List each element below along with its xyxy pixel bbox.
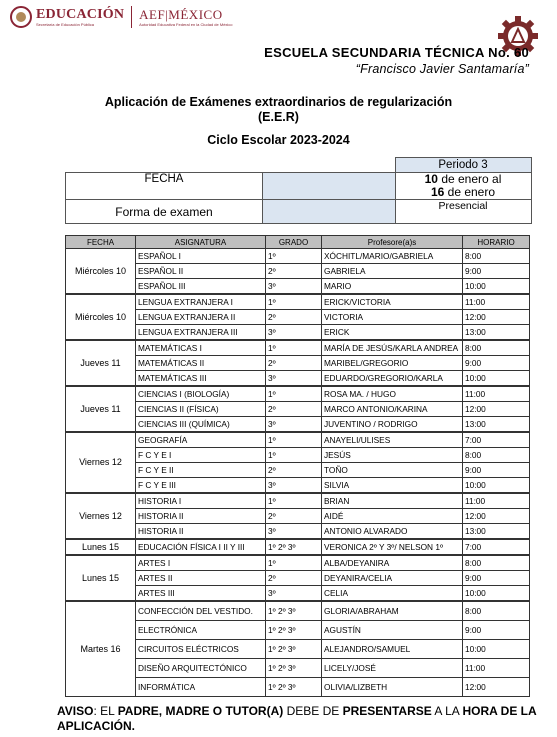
notice-text-6: HORA DE LA APLICACIÓN. <box>57 704 537 733</box>
time-cell: 13:00 <box>463 417 530 433</box>
date-end-day: 16 <box>430 185 445 199</box>
time-cell: 9:00 <box>463 571 530 586</box>
teachers-cell: LICELY/JOSÉ <box>322 659 463 678</box>
subject-cell: ESPAÑOL III <box>136 279 266 295</box>
school-name: ESCUELA SECUNDARIA TÉCNICA No. 60 <box>264 45 529 60</box>
teachers-cell: GLORIA/ABRAHAM <box>322 601 463 621</box>
table-row <box>66 325 530 341</box>
time-cell: 9:00 <box>463 463 530 478</box>
teachers-cell: MARIO <box>322 279 463 295</box>
teachers-cell: ANTONIO ALVARADO <box>322 524 463 540</box>
time-cell: 11:00 <box>463 659 530 678</box>
subject-cell: CIENCIAS II (FÍSICA) <box>136 402 266 417</box>
logo-aef <box>139 8 232 27</box>
subject-cell: CIENCIAS I (BIOLOGÍA) <box>136 386 266 402</box>
subject-cell: F C Y E III <box>136 478 266 494</box>
teachers-cell: TOÑO <box>322 463 463 478</box>
subject-cell: ARTES I <box>136 555 266 571</box>
subject-cell: LENGUA EXTRANJERA I <box>136 294 266 310</box>
time-cell: 12:00 <box>463 310 530 325</box>
grade-cell: 3º <box>266 586 322 602</box>
subject-cell: LENGUA EXTRANJERA II <box>136 310 266 325</box>
subject-cell: MATEMÁTICAS I <box>136 340 266 356</box>
time-cell: 10:00 <box>463 279 530 295</box>
table-row <box>66 402 530 417</box>
teachers-cell: XÓCHITL/MARIO/GABRIELA <box>322 249 463 264</box>
teachers-cell: SILVIA <box>322 478 463 494</box>
grade-cell: 2º <box>266 402 322 417</box>
forma-label: Forma de examen <box>66 200 263 224</box>
logo-educacion <box>36 8 124 27</box>
time-cell: 10:00 <box>463 478 530 494</box>
subject-cell: MATEMÁTICAS III <box>136 371 266 387</box>
grade-cell: 1º <box>266 249 322 264</box>
teachers-cell: MARÍA DE JESÚS/KARLA ANDREA <box>322 340 463 356</box>
grade-cell: 1º <box>266 448 322 463</box>
fecha-cell: Viernes 12 <box>66 493 136 539</box>
notice-text-1: : EL <box>93 704 118 718</box>
subject-cell: ESPAÑOL II <box>136 264 266 279</box>
fecha-label: FECHA <box>66 173 263 200</box>
grade-cell: 3º <box>266 524 322 540</box>
col-header-grado: GRADO <box>266 236 322 249</box>
grade-cell: 3º <box>266 417 322 433</box>
grade-cell: 1º <box>266 294 322 310</box>
fecha-cell: Miércoles 10 <box>66 249 136 295</box>
teachers-cell: CELIA <box>322 586 463 602</box>
grade-cell: 3º <box>266 478 322 494</box>
grade-cell: 1º 2º 3º <box>266 621 322 640</box>
fecha-cell: Martes 16 <box>66 601 136 697</box>
table-row <box>66 264 530 279</box>
grade-cell: 2º <box>266 356 322 371</box>
notice <box>57 704 537 734</box>
grade-cell: 2º <box>266 310 322 325</box>
school-cycle: Ciclo Escolar 2023-2024 <box>207 133 350 147</box>
date-end: de enero <box>444 185 496 199</box>
table-row <box>66 509 530 524</box>
table-row <box>66 432 530 448</box>
date-start-day: 10 <box>424 172 438 186</box>
teachers-cell: AGUSTÍN <box>322 621 463 640</box>
teachers-cell: ERICK/VICTORIA <box>322 294 463 310</box>
notice-text-5: A LA <box>431 704 463 718</box>
subject-cell: HISTORIA II <box>136 509 266 524</box>
header-logos <box>10 6 233 28</box>
time-cell: 13:00 <box>463 325 530 341</box>
fecha-cell: Jueves 11 <box>66 386 136 432</box>
date-mid: de enero al <box>437 172 502 186</box>
fecha-cell: Jueves 11 <box>66 340 136 386</box>
sep-seal-icon <box>10 6 32 28</box>
doc-title-abbr: (E.E.R) <box>258 110 299 124</box>
table-row <box>66 294 530 310</box>
subject-cell: ELECTRÓNICA <box>136 621 266 640</box>
table-row <box>66 371 530 387</box>
time-cell: 12:00 <box>463 509 530 524</box>
time-cell: 8:00 <box>463 601 530 621</box>
notice-text-4: PRESENTARSE <box>342 704 432 718</box>
teachers-cell: EDUARDO/GREGORIO/KARLA <box>322 371 463 387</box>
notice-text-3: DEBE DE <box>283 704 343 718</box>
logo-aef-sub: Autoridad Educativa Federal en la Ciudad de México <box>139 21 233 27</box>
table-row <box>66 340 530 356</box>
grade-cell: 1º 2º 3º <box>266 659 322 678</box>
subject-cell: CIRCUITOS ELÉCTRICOS <box>136 640 266 659</box>
time-cell: 9:00 <box>463 621 530 640</box>
subject-cell: DISEÑO ARQUITECTÓNICO <box>136 659 266 678</box>
teachers-cell: ERICK <box>322 325 463 341</box>
table-row <box>66 659 530 678</box>
subject-cell: ESPAÑOL I <box>136 249 266 264</box>
teachers-cell: ALBA/DEYANIRA <box>322 555 463 571</box>
col-header-fecha: FECHA <box>66 236 136 249</box>
time-cell: 11:00 <box>463 386 530 402</box>
time-cell: 7:00 <box>463 539 530 555</box>
table-row <box>66 249 530 264</box>
time-cell: 13:00 <box>463 524 530 540</box>
grade-cell: 2º <box>266 463 322 478</box>
time-cell: 12:00 <box>463 402 530 417</box>
fecha-cell: Lunes 15 <box>66 555 136 601</box>
logo-divider <box>131 6 132 28</box>
table-row <box>66 586 530 602</box>
subject-cell: ARTES II <box>136 571 266 586</box>
grade-cell: 1º 2º 3º <box>266 640 322 659</box>
grade-cell: 2º <box>266 509 322 524</box>
fecha-cell: Viernes 12 <box>66 432 136 493</box>
logo-educacion-sub: Secretaría de Educación Pública <box>36 21 95 27</box>
table-row <box>66 678 530 697</box>
forma-value: Presencial <box>395 200 531 224</box>
time-cell: 9:00 <box>463 356 530 371</box>
grade-cell: 2º <box>266 571 322 586</box>
subject-cell: EDUCACIÓN FÍSICA I II Y III <box>136 539 266 555</box>
subject-cell: CIENCIAS III (QUÍMICA) <box>136 417 266 433</box>
teachers-cell: MARCO ANTONIO/KARINA <box>322 402 463 417</box>
teachers-cell: JUVENTINO / RODRIGO <box>322 417 463 433</box>
time-cell: 11:00 <box>463 493 530 509</box>
teachers-cell: ALEJANDRO/SAMUEL <box>322 640 463 659</box>
table-row <box>66 356 530 371</box>
subject-cell: CONFECCIÓN DEL VESTIDO. <box>136 601 266 621</box>
grade-cell: 2º <box>266 264 322 279</box>
table-row <box>66 539 530 555</box>
time-cell: 11:00 <box>463 294 530 310</box>
table-row <box>66 448 530 463</box>
notice-label: AVISO <box>57 704 94 718</box>
table-row <box>66 493 530 509</box>
teachers-cell: VICTORIA <box>322 310 463 325</box>
grade-cell: 1º <box>266 555 322 571</box>
table-row <box>66 417 530 433</box>
school-subtitle: “Francisco Javier Santamaría” <box>355 62 529 76</box>
teachers-cell: JESÚS <box>322 448 463 463</box>
table-row <box>66 310 530 325</box>
teachers-cell: GABRIELA <box>322 264 463 279</box>
forma-blank-cell <box>263 200 396 224</box>
table-row <box>66 621 530 640</box>
teachers-cell: VERONICA 2º Y 3º/ NELSON 1º <box>322 539 463 555</box>
teachers-cell: BRIAN <box>322 493 463 509</box>
schedule-table <box>65 235 530 697</box>
subject-cell: INFORMÁTICA <box>136 678 266 697</box>
grade-cell: 1º <box>266 340 322 356</box>
col-header-profesores: Profesore(a)s <box>322 236 463 249</box>
logo-educacion-text: EDUCACIÓN <box>36 6 125 22</box>
table-row <box>66 463 530 478</box>
fecha-blank-cell <box>263 173 396 200</box>
subject-cell: F C Y E I <box>136 448 266 463</box>
time-cell: 8:00 <box>463 448 530 463</box>
subject-cell: GEOGRAFÍA <box>136 432 266 448</box>
grade-cell: 3º <box>266 279 322 295</box>
table-row <box>66 571 530 586</box>
table-row <box>66 386 530 402</box>
period-label: Periodo 3 <box>395 158 531 173</box>
time-cell: 10:00 <box>463 371 530 387</box>
grade-cell: 3º <box>266 371 322 387</box>
table-row <box>66 601 530 621</box>
grade-cell: 1º <box>266 432 322 448</box>
time-cell: 10:00 <box>463 640 530 659</box>
table-row <box>66 478 530 494</box>
table-row <box>66 555 530 571</box>
grade-cell: 1º <box>266 493 322 509</box>
time-cell: 9:00 <box>463 264 530 279</box>
time-cell: 12:00 <box>463 678 530 697</box>
grade-cell: 3º <box>266 325 322 341</box>
time-cell: 10:00 <box>463 586 530 602</box>
subject-cell: ARTES III <box>136 586 266 602</box>
teachers-cell: MARIBEL/GREGORIO <box>322 356 463 371</box>
doc-title: Aplicación de Exámenes extraordinarios de regularización <box>104 95 453 109</box>
date-range <box>395 173 531 200</box>
subject-cell: HISTORIA II <box>136 524 266 540</box>
subject-cell: HISTORIA I <box>136 493 266 509</box>
teachers-cell: ROSA MA. / HUGO <box>322 386 463 402</box>
logo-aef-text: AEF|MÉXICO <box>139 6 223 22</box>
time-cell: 8:00 <box>463 555 530 571</box>
time-cell: 8:00 <box>463 340 530 356</box>
teachers-cell: DEYANIRA/CELIA <box>322 571 463 586</box>
table-row <box>66 640 530 659</box>
subject-cell: LENGUA EXTRANJERA III <box>136 325 266 341</box>
time-cell: 8:00 <box>463 249 530 264</box>
table-row <box>66 524 530 540</box>
grade-cell: 1º 2º 3º <box>266 601 322 621</box>
fecha-cell: Miércoles 10 <box>66 294 136 340</box>
teachers-cell: OLIVIA/LIZBETH <box>322 678 463 697</box>
grade-cell: 1º 2º 3º <box>266 678 322 697</box>
col-header-asignatura: ASIGNATURA <box>136 236 266 249</box>
summary-table <box>65 157 532 224</box>
subject-cell: F C Y E II <box>136 463 266 478</box>
notice-text-2: PADRE, MADRE O TUTOR(A) <box>117 704 284 718</box>
teachers-cell: AIDÉ <box>322 509 463 524</box>
col-header-horario: HORARIO <box>463 236 530 249</box>
time-cell: 7:00 <box>463 432 530 448</box>
teachers-cell: ANAYELI/ULISES <box>322 432 463 448</box>
table-row <box>66 279 530 295</box>
subject-cell: MATEMÁTICAS II <box>136 356 266 371</box>
school-block <box>264 45 529 76</box>
grade-cell: 1º 2º 3º <box>266 539 322 555</box>
grade-cell: 1º <box>266 386 322 402</box>
fecha-cell: Lunes 15 <box>66 539 136 555</box>
